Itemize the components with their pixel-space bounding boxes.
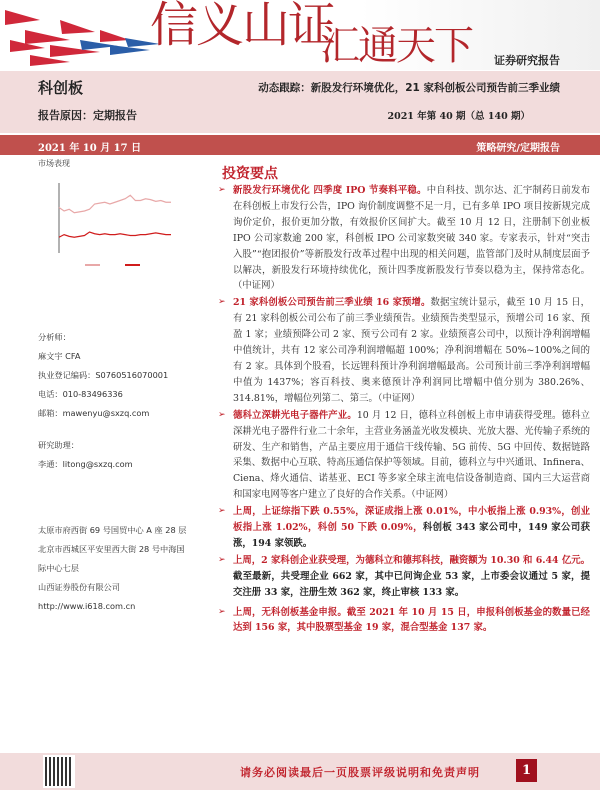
sector-label: 科创板: [38, 79, 84, 97]
bullet-arrow-icon: ➢: [218, 606, 226, 617]
logo-text: 信义山证: [150, 0, 335, 53]
email[interactable]: 邮箱：mawenyu@sxzq.com: [38, 408, 150, 418]
address-taiyuan: 太原市府西街 69 号国贸中心 A 座 28 层: [38, 525, 187, 535]
key-points: [218, 183, 590, 637]
point-accepted: ➢ 上周，2 家科创企业获受理，为德科立和德邦科技，融资额为 10.30 和 6.44 亿元。截至最新，共受理企业 662 家，其中已问询企业 53 家，上市委会议通过 5 家，提交注册 33 家，注册生效 362 家，终止审核 133 家。: [218, 554, 590, 598]
license-number: 执业登记编码：S0760516070001: [38, 370, 169, 380]
website-link[interactable]: http://www.i618.com.cn: [38, 601, 136, 611]
bullet-arrow-icon: ➢: [218, 506, 226, 517]
analyst-name: 麻文宇 CFA: [38, 351, 81, 361]
report-reason: 报告原因：定期报告: [38, 109, 137, 122]
report-title: 动态跟踪：新股发行环境优化，21 家科创板公司预告前三季业绩: [258, 82, 560, 94]
company-name: 山西证券股份有限公司: [38, 582, 120, 592]
assistant-contact[interactable]: 李通：litong@sxzq.com: [38, 459, 133, 469]
section-heading: 投资要点: [222, 166, 278, 182]
report-type: 证券研究报告: [494, 54, 560, 67]
page-number: 1: [516, 759, 537, 782]
bullet-arrow-icon: ➢: [218, 554, 226, 565]
report-date: 2021 年 10 月 17 日: [38, 143, 142, 154]
qr-code-icon: [43, 755, 75, 788]
bullet-arrow-icon: ➢: [218, 185, 226, 195]
point-earnings: ➢ 21 家科创板公司预告前三季业绩 16 家预增。数据宝统计显示，截至 10 月 15 日，有 21 家科创板公司公布了前三季业绩预告。业绩预告类型显示，预增公司 16 家、预盈 1 家；业绩预降公司 2 家、预亏公司有 2 家。业绩预喜公司中，以预计净利润增幅中值统计，共有 12 家公司净利润增幅超 100%；净利润增幅在 50%~100%之间的有 2 家。具体到个股看，长远锂科预计净利润增幅最高。公司预计前三季净利润增幅中值为 1437%；容百科技、奥来德预计净利润同比增幅中值分别为 380.26%、314.81%，增幅位列第二、第三。（中证网）: [218, 297, 590, 404]
market-chart: [55, 175, 175, 270]
header-banner: [0, 0, 600, 70]
point-dekeli: ➢ 德科立深耕光电子器件产业。10 月 12 日，德科立科创板上市申请获得受理。德科立深耕光电子器件行业二十余年，主营业务涵盖光收发模块、光放大器、光传输子系统的研发、生产和销售，产品主要应用于通信干线传输、5G 前传、5G 中回传、数据链路采集、数据中心互联、特高压通信保护等领域。目前，德科立与中兴通讯、Infinera、Ciena、烽火通信、诺基亚、ECI 等多家全球主流电信设备制造商、国内三大运营商和国家电网等客户建立了良好的合作关系。（中证网）: [218, 409, 590, 501]
address-beijing: 北京市西城区平安里西大街 28 号中海国: [38, 544, 185, 554]
analyst-label: 分析师：: [38, 332, 71, 342]
bullet-arrow-icon: ➢: [218, 297, 226, 308]
bullet-arrow-icon: ➢: [218, 409, 226, 420]
issue-number: 2021 年第 40 期（总 140 期）: [387, 111, 530, 122]
assistant-label: 研究助理：: [38, 440, 79, 450]
chart-line-2: [59, 232, 171, 237]
address-beijing-cont: 际中心七层: [38, 563, 79, 573]
disclaimer-note: 请务必阅读最后一页股票评级说明和免责声明: [240, 766, 480, 779]
point-ipo: ➢ 新股发行环境优化 四季度 IPO 节奏料平稳。中自科技、凯尔达、汇宇制药日前发布在科创板上市发行公告，IPO 询价制度调整不足一月，已有多单 IPO 项目按新规完成询价定价，报价更加分散，有效报价区间扩大。截至 10 月 12 日，注册制下创业板 IPO 公司家数逾 200 家，科创板 IPO 公司家数突破 340 家。专家表示，针对“突击入股”“抱团报价”等新股发行改革过程中出现的相关问题，监管部门及时从制度层面予以解决，新股发行环境持续优化，预计四季度新股发行节奏以稳为主，保持常态化。（中证网）: [218, 185, 590, 292]
chart-line-1: [59, 195, 171, 213]
point-funds: ➢ 上周，无科创板基金申报。截至 2021 年 10 月 15 日，申报科创板基金的数量已经达到 156 家，其中股票型基金 19 家，混合型基金 137 家。: [218, 606, 590, 634]
date-bar: [0, 135, 600, 155]
chart-title: 市场表现: [38, 159, 70, 168]
logo-slogan: 汇通天下: [320, 23, 472, 69]
phone: 电话：010-83496336: [38, 389, 123, 399]
point-market: ➢ 上周，上证综指下跌 0.55%，深证成指上涨 0.01%，中小板指上涨 0.93%，创业板指上涨 1.02%，科创 50 下跌 0.09%，科创板 343 家公司中，149 家公司获涨，194 家领跌。: [218, 506, 590, 549]
report-category: 策略研究/定期报告: [476, 143, 560, 154]
